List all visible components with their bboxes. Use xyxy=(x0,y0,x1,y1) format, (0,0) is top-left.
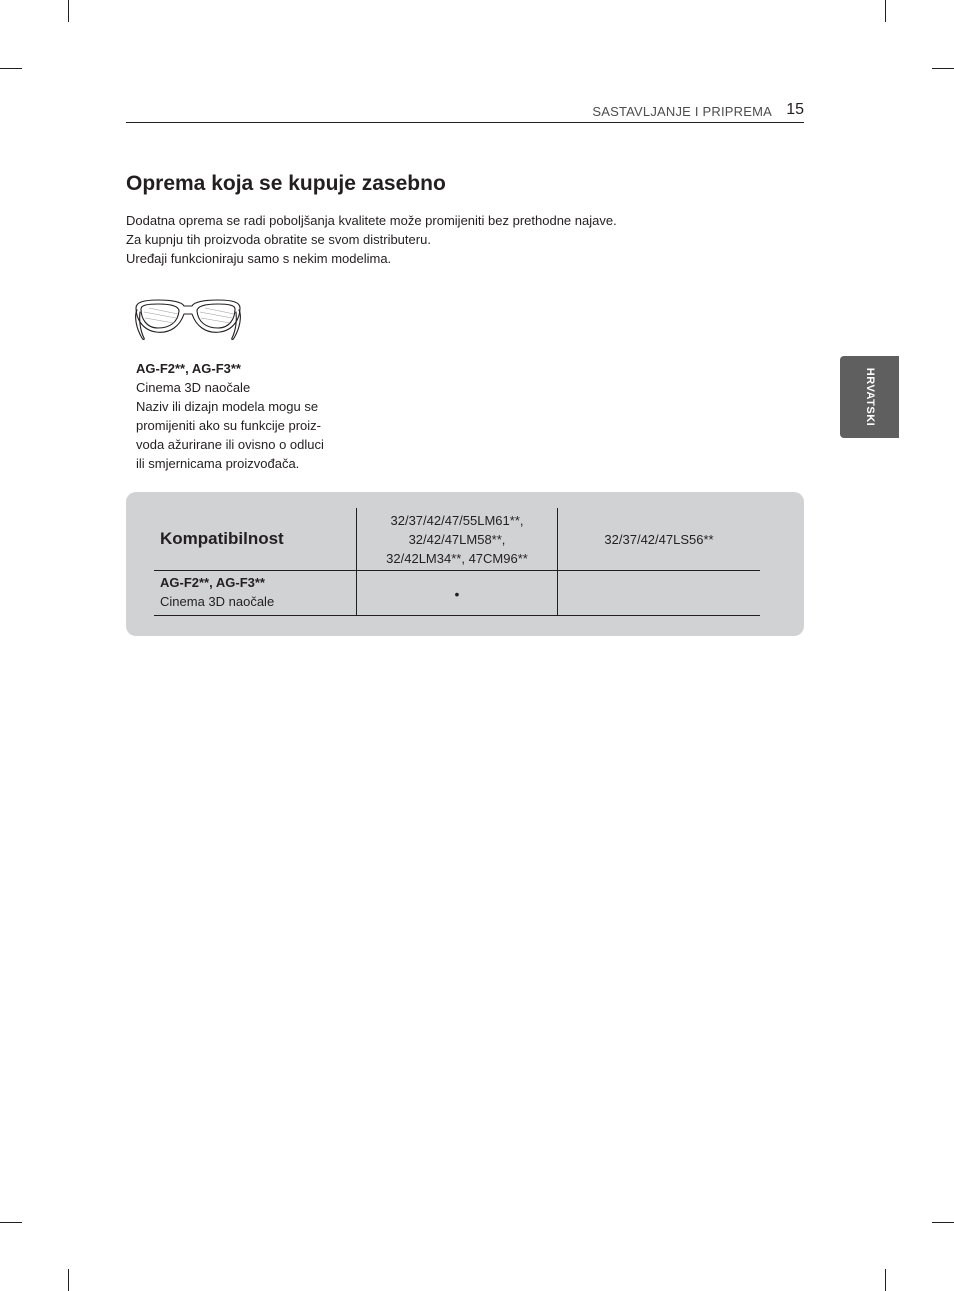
table-cell-empty xyxy=(557,571,760,616)
crop-mark xyxy=(932,68,954,69)
crop-mark xyxy=(885,1269,886,1291)
column-header-models-2: 32/37/42/47LS56** xyxy=(557,508,760,570)
page-number: 15 xyxy=(786,101,804,118)
crop-mark xyxy=(932,1222,954,1223)
column-header-line: 32/37/42/47/55LM61**, xyxy=(390,512,524,528)
compatibility-table xyxy=(154,508,760,616)
intro-line: Uređaji funkcioniraju samo s nekim modelima. xyxy=(126,251,392,266)
language-tab-label: HRVATSKI xyxy=(863,367,876,427)
product-name: Cinema 3D naočale xyxy=(136,380,251,395)
intro-line: Dodatna oprema se radi poboljšanja kvalitete može promijeniti bez prethodne najave. xyxy=(126,213,617,228)
product-description xyxy=(136,359,356,473)
row-model: AG-F2**, AG-F3** xyxy=(160,575,265,590)
table-row-label xyxy=(154,571,356,616)
compatible-bullet: • xyxy=(356,571,557,616)
3d-glasses-icon xyxy=(134,296,242,344)
product-note-line: promijeniti ako su funkcije proiz- xyxy=(136,418,321,433)
crop-mark xyxy=(68,1269,69,1291)
column-header-line: 32/42LM34**, 47CM96** xyxy=(386,550,528,566)
page-header xyxy=(126,100,804,123)
crop-mark xyxy=(885,0,886,22)
product-model: AG-F2**, AG-F3** xyxy=(136,361,241,376)
crop-mark xyxy=(68,0,69,22)
page-title: Oprema koja se kupuje zasebno xyxy=(126,172,446,195)
row-name: Cinema 3D naočale xyxy=(160,594,275,609)
intro-line: Za kupnju tih proizvoda obratite se svom distributeru. xyxy=(126,232,431,247)
compatibility-heading: Kompatibilnost xyxy=(160,529,284,548)
crop-mark xyxy=(0,68,22,69)
column-header-line: 32/42/47LM58**, xyxy=(408,531,506,547)
crop-mark xyxy=(0,1222,22,1223)
product-note-line: ili smjernicama proizvođača. xyxy=(136,456,300,471)
intro-text xyxy=(126,211,617,268)
header-section-title: SASTAVLJANJE I PRIPREMA xyxy=(592,104,772,119)
compatibility-panel xyxy=(126,492,804,636)
product-note-line: voda ažurirane ili ovisno o odluci xyxy=(136,437,324,452)
product-note-line: Naziv ili dizajn modela mogu se xyxy=(136,399,319,414)
language-tab xyxy=(840,356,899,438)
table-bottom-border xyxy=(154,615,760,616)
column-header-models-1 xyxy=(356,508,557,570)
